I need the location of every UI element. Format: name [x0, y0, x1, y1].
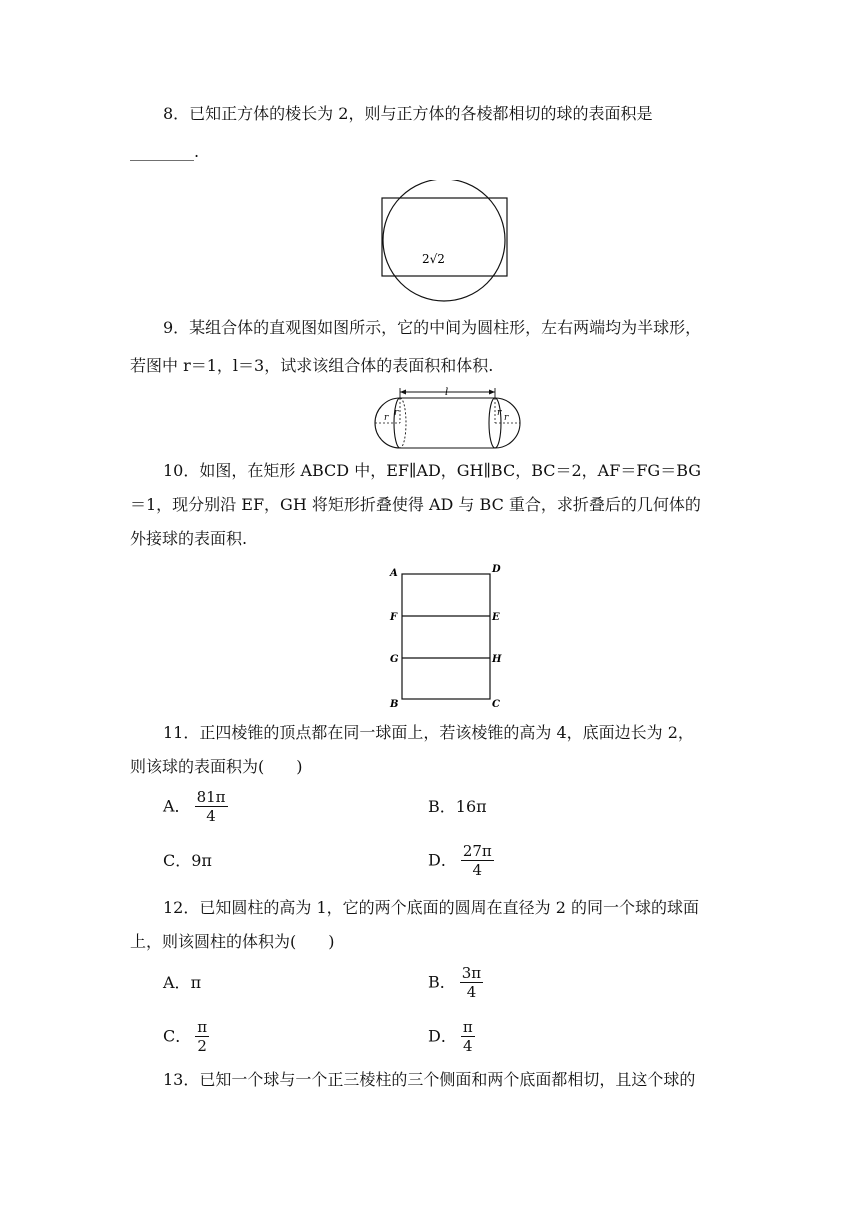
- q12-option-d: [428, 1018, 475, 1055]
- q11-text-line1: 11．正四棱锥的顶点都在同一球面上，若该棱锥的高为 4，底面边长为 2，: [163, 723, 694, 742]
- q12-option-c-numerator: π: [197, 1018, 208, 1036]
- q10-label-a: A: [390, 568, 398, 579]
- q8-text-line1: 8．已知正方体的棱长为 2，则与正方体的各棱都相切的球的表面积是: [163, 104, 653, 123]
- q9-figure-label-r-right-vertical: r: [497, 408, 502, 418]
- q10-label-e: E: [492, 612, 500, 623]
- q11-option-b: [428, 796, 487, 818]
- q9-figure-capsule: [370, 385, 530, 455]
- q11-option-a: [163, 788, 228, 825]
- q12-option-c-label: C．: [163, 1026, 192, 1046]
- q12-option-a: [163, 972, 201, 994]
- q10-label-g: G: [390, 654, 399, 665]
- q9-figure-label-r-left: r: [384, 413, 389, 423]
- q12-option-a-label: A．: [163, 973, 191, 992]
- q11-option-c-text: 9π: [191, 851, 212, 870]
- q11-text-line2: 则该球的表面积为( ): [130, 757, 303, 776]
- q12-option-b: [428, 964, 483, 1001]
- q9-figure-label-r-left-vertical: r: [394, 408, 399, 418]
- q10-figure-rectangle-abcd: [380, 560, 505, 710]
- q11-option-a-label: A．: [163, 796, 191, 816]
- q11-option-d-label: D．: [428, 850, 457, 870]
- q11-option-a-denominator: 4: [206, 807, 216, 825]
- q9-text-line2: 若图中 r＝1，l＝3，试求该组合体的表面积和体积.: [130, 356, 494, 375]
- q11-option-c: [163, 850, 212, 872]
- q10-text-line2: ＝1，现分别沿 EF，GH 将矩形折叠使得 AD 与 BC 重合，求折叠后的几何体的: [130, 495, 701, 514]
- q8-figure-label: 2√2: [422, 252, 445, 266]
- q12-option-c: [163, 1018, 209, 1055]
- q11-option-b-label: B．: [428, 797, 456, 816]
- q9-figure-label-l: l: [445, 387, 449, 398]
- q13-text-line1: 13．已知一个球与一个正三棱柱的三个侧面和两个底面都相切，且这个球的: [163, 1070, 696, 1089]
- q11-option-d: [428, 842, 494, 879]
- q11-option-d-numerator: 27π: [462, 842, 492, 860]
- q10-label-h: H: [492, 654, 502, 665]
- q9-figure-label-r-right: r: [504, 413, 509, 423]
- q8-figure-sphere-in-rectangle: [370, 180, 520, 305]
- q10-text-line1: 10．如图，在矩形 ABCD 中，EF∥AD，GH∥BC，BC＝2，AF＝FG＝BG: [163, 461, 702, 480]
- q12-option-a-text: π: [190, 973, 202, 992]
- q9-text-line1: 9．某组合体的直观图如图所示，它的中间为圆柱形，左右两端均为半球形，: [163, 318, 702, 337]
- q12-text-line2: 上，则该圆柱的体积为( ): [130, 932, 335, 951]
- q12-option-d-denominator: 4: [463, 1037, 473, 1055]
- q12-text-line1: 12．已知圆柱的高为 1，它的两个底面的圆周在直径为 2 的同一个球的球面: [163, 898, 699, 917]
- q10-text-line3: 外接球的表面积.: [130, 529, 248, 548]
- q11-option-c-label: C．: [163, 851, 192, 870]
- q8-answer-blank: ________.: [130, 142, 200, 161]
- q10-label-f: F: [390, 612, 398, 623]
- q12-option-b-numerator: 3π: [461, 964, 482, 982]
- q10-label-b: B: [390, 699, 399, 710]
- q12-option-c-denominator: 2: [197, 1037, 207, 1055]
- q11-option-b-text: 16π: [455, 797, 487, 816]
- q12-option-d-numerator: π: [462, 1018, 473, 1036]
- q12-option-b-denominator: 4: [466, 983, 477, 1001]
- q11-option-a-numerator: 81π: [196, 788, 226, 806]
- q10-label-c: C: [492, 699, 500, 710]
- q12-option-b-label: B．: [428, 972, 456, 992]
- q12-option-d-label: D．: [428, 1026, 457, 1046]
- q11-option-d-denominator: 4: [472, 861, 483, 879]
- q10-label-d: D: [492, 564, 501, 575]
